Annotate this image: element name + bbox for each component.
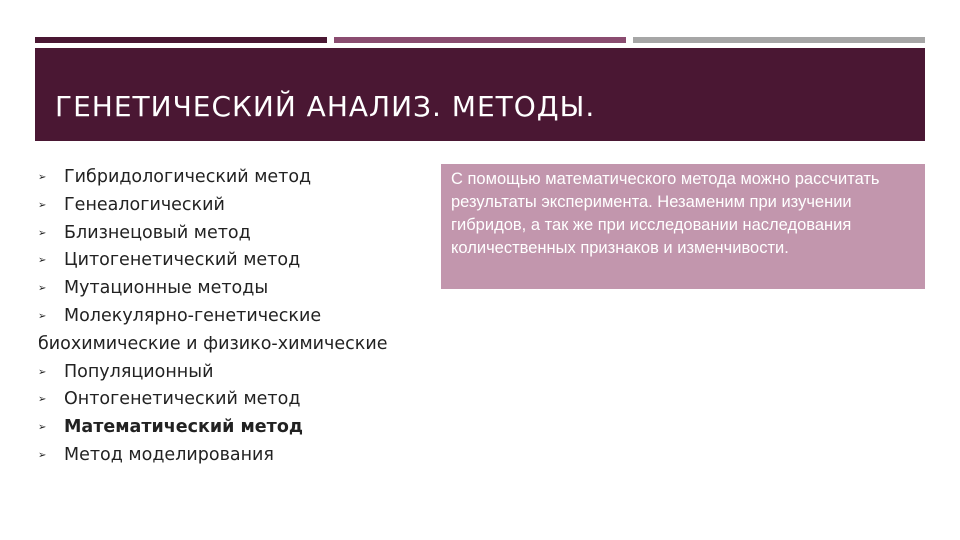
callout-box [441, 164, 925, 289]
arrowhead-bullet-icon: ➢ [38, 422, 47, 434]
method-label: Онтогенетический метод [64, 389, 301, 410]
list-item [38, 359, 433, 387]
accent-bar-middle [334, 37, 626, 43]
method-label: Метод моделирования [64, 444, 274, 465]
arrowhead-bullet-icon: ➢ [38, 255, 47, 267]
method-label: Мутационные методы [64, 278, 269, 299]
list-item [38, 303, 433, 331]
arrowhead-bullet-icon: ➢ [38, 310, 47, 322]
method-label: биохимические и физико-химические [38, 333, 388, 354]
list-item [38, 442, 433, 470]
list-item [38, 247, 433, 275]
list-item [38, 220, 433, 248]
method-label: Гибридологический метод [64, 167, 312, 187]
list-item-highlighted [38, 414, 433, 442]
list-item-continuation [38, 331, 433, 359]
arrowhead-bullet-icon: ➢ [38, 449, 47, 461]
arrowhead-bullet-icon: ➢ [38, 366, 47, 378]
list-item [38, 386, 433, 414]
arrowhead-bullet-icon: ➢ [38, 283, 47, 295]
list-item [38, 275, 433, 303]
method-label: Близнецовый метод [64, 222, 251, 243]
list-item [38, 164, 433, 192]
list-item [38, 192, 433, 220]
method-label: Математический метод [64, 417, 303, 438]
method-label: Молекулярно-генетические [64, 305, 322, 326]
methods-list [38, 164, 433, 470]
method-label: Генеалогический [64, 194, 225, 215]
arrowhead-bullet-icon: ➢ [38, 394, 47, 406]
slide-title: ГЕНЕТИЧЕСКИЙ АНАЛИЗ. МЕТОДЫ. [55, 90, 596, 123]
method-label: Популяционный [64, 361, 214, 382]
title-banner [35, 48, 925, 141]
arrowhead-bullet-icon: ➢ [38, 172, 47, 183]
arrowhead-bullet-icon: ➢ [38, 227, 47, 239]
callout-text: С помощью математического метода можно рассчитать результаты эксперимента. Незаменим при изучении гибридов, а так же при исследовании наследования количественных признаков и изменчивости. [451, 170, 880, 257]
method-label: Цитогенетический метод [64, 250, 301, 271]
accent-bar-right [633, 37, 925, 43]
arrowhead-bullet-icon: ➢ [38, 199, 47, 211]
accent-bar-left [35, 37, 327, 43]
